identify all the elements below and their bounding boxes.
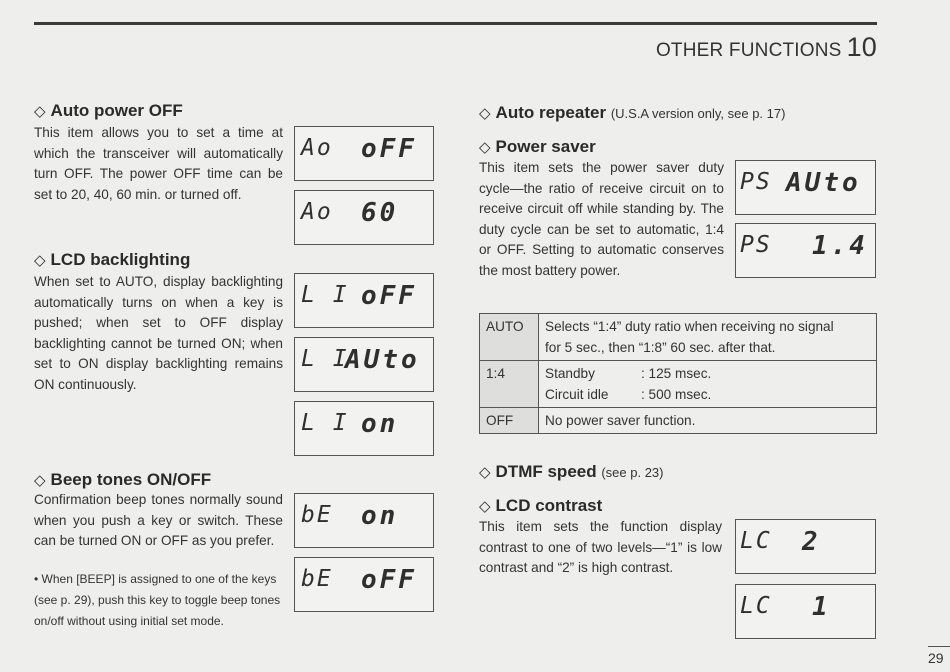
diamond-icon: ◇ <box>34 103 46 120</box>
chapter-header <box>656 32 877 63</box>
diamond-icon: ◇ <box>479 139 491 156</box>
diamond-icon: ◇ <box>479 105 491 122</box>
beep-tones-body: Confirmation beep tones normally sound when you push a key or switch. These can be turned ON or OFF as you prefer. <box>34 492 283 548</box>
auto-power-off-heading: ◇ Auto power OFF <box>34 101 183 120</box>
table-value: No power saver function. <box>539 408 877 434</box>
lcd-display: Ao oFF <box>294 126 434 181</box>
diamond-icon: ◇ <box>479 464 491 481</box>
lcd-backlighting-heading: ◇ LCD backlighting <box>34 250 191 269</box>
table-value: Selects “1:4” duty ratio when receiving no signal for 5 sec., then “1:8” 60 sec. after that. <box>539 314 877 361</box>
chapter-title: OTHER FUNCTIONS <box>655 40 842 61</box>
dtmf-speed-heading: ◇ DTMF speed (see p. 23) <box>479 462 664 481</box>
lcd-backlighting-body: When set to AUTO, display backlighting automatically turns on when a key is pushed; when set to OFF display backlighting cannot be turned ON; when set to ON display backlighting remains ON continuously. <box>34 274 283 392</box>
table-row <box>480 314 877 361</box>
diamond-icon: ◇ <box>479 498 491 515</box>
lcd-display: L I AUto <box>294 337 434 392</box>
lcd-display: bE on <box>294 493 434 548</box>
lcd-display: LC 1 <box>735 584 876 639</box>
lcd-display: L I oFF <box>294 273 434 328</box>
lcd-contrast-body: This item sets the function display contrast to one of two levels—“1” is low contrast and “2” is high contrast. <box>479 519 722 575</box>
lcd-display: Ao 60 <box>294 190 434 245</box>
lcd-contrast-heading: ◇ LCD contrast <box>479 496 603 515</box>
table-key: 1:4 <box>480 361 539 408</box>
table-key: OFF <box>480 408 539 434</box>
lcd-display: PS 1.4 <box>735 223 876 278</box>
power-saver-body: This item sets the power saver duty cycle—the ratio of receive circuit on to receive circuit off while standing by. The duty cycle can be set to automatic, 1:4 or OFF. Setting to automatic conserves the most battery power. <box>479 160 724 278</box>
lcd-display: bE oFF <box>294 557 434 612</box>
lcd-display: L I on <box>294 401 434 456</box>
page-number: 29 <box>928 646 950 666</box>
chapter-number: 10 <box>846 32 877 62</box>
lcd-display: PS AUto <box>735 160 876 215</box>
auto-repeater-heading: ◇ Auto repeater (U.S.A version only, see p. 17) <box>479 103 786 122</box>
power-saver-heading: ◇ Power saver <box>479 137 596 156</box>
table-row <box>480 408 877 434</box>
auto-power-off-body: This item allows you to set a time at which the transceiver will automatically turn OFF. The power OFF time can be set to 20, 40, 60 min. or turned off. <box>34 125 283 202</box>
table-row <box>480 361 877 408</box>
table-value: Standby : 125 msec. Circuit idle : 500 msec. <box>539 361 877 408</box>
beep-tones-heading: ◇ Beep tones ON/OFF <box>34 470 212 489</box>
table-key: AUTO <box>480 314 539 361</box>
lcd-display: LC 2 <box>735 519 876 574</box>
power-saver-table <box>479 313 877 434</box>
diamond-icon: ◇ <box>34 472 46 489</box>
beep-tones-note: • When [BEEP] is assigned to one of the keys (see p. 29), push this key to toggle beep tones on/off without using initial set mode. <box>34 572 281 628</box>
top-rule <box>34 22 877 25</box>
diamond-icon: ◇ <box>34 252 46 269</box>
